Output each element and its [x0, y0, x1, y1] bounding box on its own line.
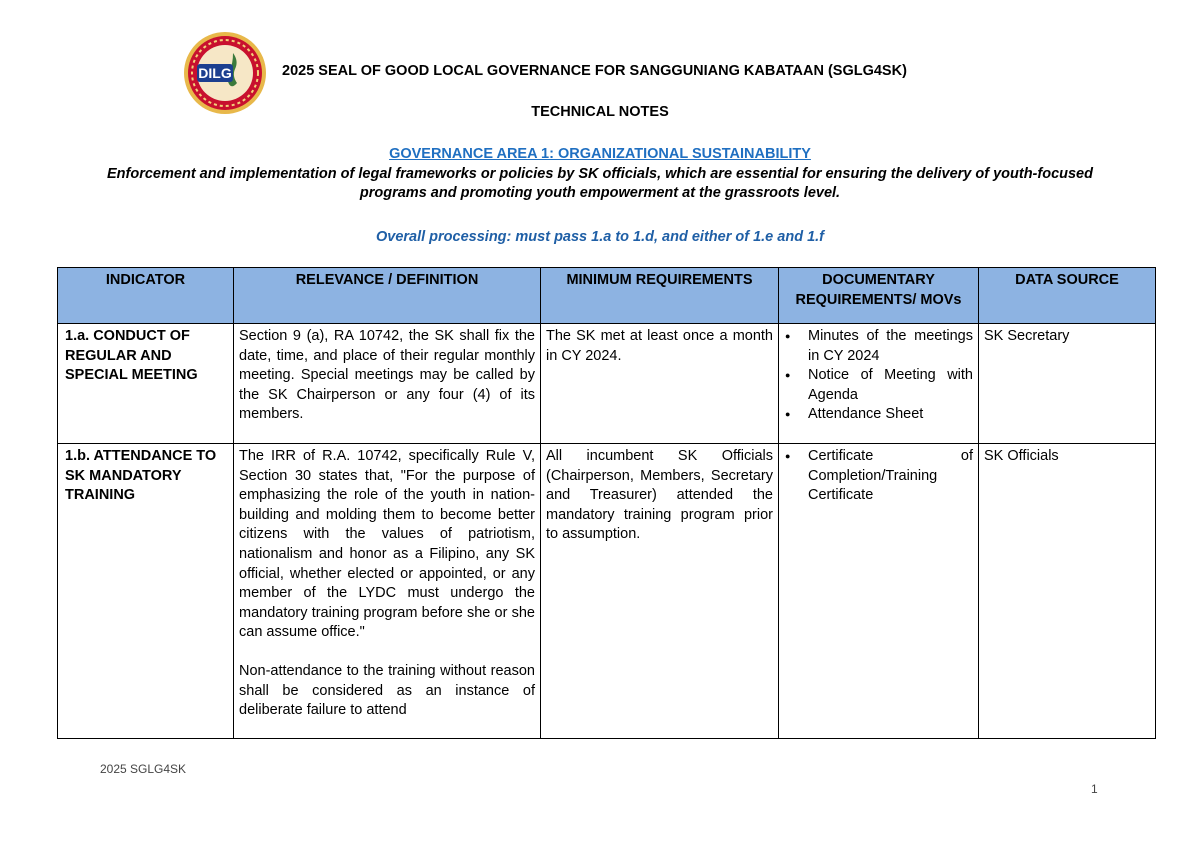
governance-area-heading: GOVERNANCE AREA 1: ORGANIZATIONAL SUSTAINABILITY	[389, 146, 811, 162]
indicator-cell: 1.b. ATTENDANCE TO SK MANDATORY TRAINING	[58, 444, 234, 739]
table-header-row	[58, 268, 1156, 324]
column-header-relevance: RELEVANCE / DEFINITION	[234, 268, 541, 324]
governance-area-description: Enforcement and implementation of legal frameworks or policies by SK officials, which are essential for ensuring the delivery of youth-focused programs and promoting youth empowerment at the grassroots level.	[107, 166, 1093, 201]
column-header-indicator: INDICATOR	[58, 268, 234, 324]
mov-list-item: ● Attendance Sheet	[784, 405, 973, 425]
mov-list-item: ● Notice of Meeting with Agenda	[784, 366, 973, 405]
indicators-table	[57, 267, 1156, 739]
table-row	[58, 324, 1156, 444]
minimum-requirements-cell: The SK met at least once a month in CY 2024.	[541, 324, 779, 444]
document-title: 2025 SEAL OF GOOD LOCAL GOVERNANCE FOR SANGGUNIANG KABATAAN (SGLG4SK)	[282, 63, 907, 79]
mov-list-item: ● Minutes of the meetings in CY 2024	[784, 327, 973, 366]
data-source-cell: SK Officials	[979, 444, 1156, 739]
overall-processing-note: Overall processing: must pass 1.a to 1.d, and either of 1.e and 1.f	[375, 229, 825, 245]
data-source-cell: SK Secretary	[979, 324, 1156, 444]
minimum-requirements-cell: All incumbent SK Officials (Chairperson, Members, Secretary and Treasurer) attended the mandatory training program prior to assumption.	[541, 444, 779, 739]
movs-cell	[779, 444, 979, 739]
logo-text: DILG	[198, 65, 232, 81]
indicator-cell: 1.a. CONDUCT OF REGULAR AND SPECIAL MEETING	[58, 324, 234, 444]
dilg-seal-logo	[183, 31, 267, 115]
document-subtitle: TECHNICAL NOTES	[531, 104, 669, 120]
table-row	[58, 444, 1156, 739]
relevance-cell: Section 9 (a), RA 10742, the SK shall fix the date, time, and place of their regular monthly meeting. Special meetings may be called by the SK Chairperson or any four (4) of its members.	[234, 324, 541, 444]
mov-list-item: ● Certificate of Completion/Training Certificate	[784, 447, 973, 506]
column-header-data-source: DATA SOURCE	[979, 268, 1156, 324]
page-number: 1	[1091, 782, 1098, 796]
column-header-documentary-requirements: DOCUMENTARY REQUIREMENTS/ MOVs	[779, 268, 979, 324]
movs-cell	[779, 324, 979, 444]
column-header-minimum-requirements: MINIMUM REQUIREMENTS	[541, 268, 779, 324]
footer-document-label: 2025 SGLG4SK	[100, 762, 187, 776]
relevance-cell: The IRR of R.A. 10742, specifically Rule V, Section 30 states that, "For the purpose of emphasizing the role of the youth in nation-building and molding them to become better citizens with the values of patriotism, nationalism and honor as a Filipino, any SK official, whether elected or appointed, or any member of the LYDC must undergo the mandatory training program before she or she can assume office." Non-attendance to the training without reason shall be considered as an instance of deliberate failure to attend	[234, 444, 541, 739]
